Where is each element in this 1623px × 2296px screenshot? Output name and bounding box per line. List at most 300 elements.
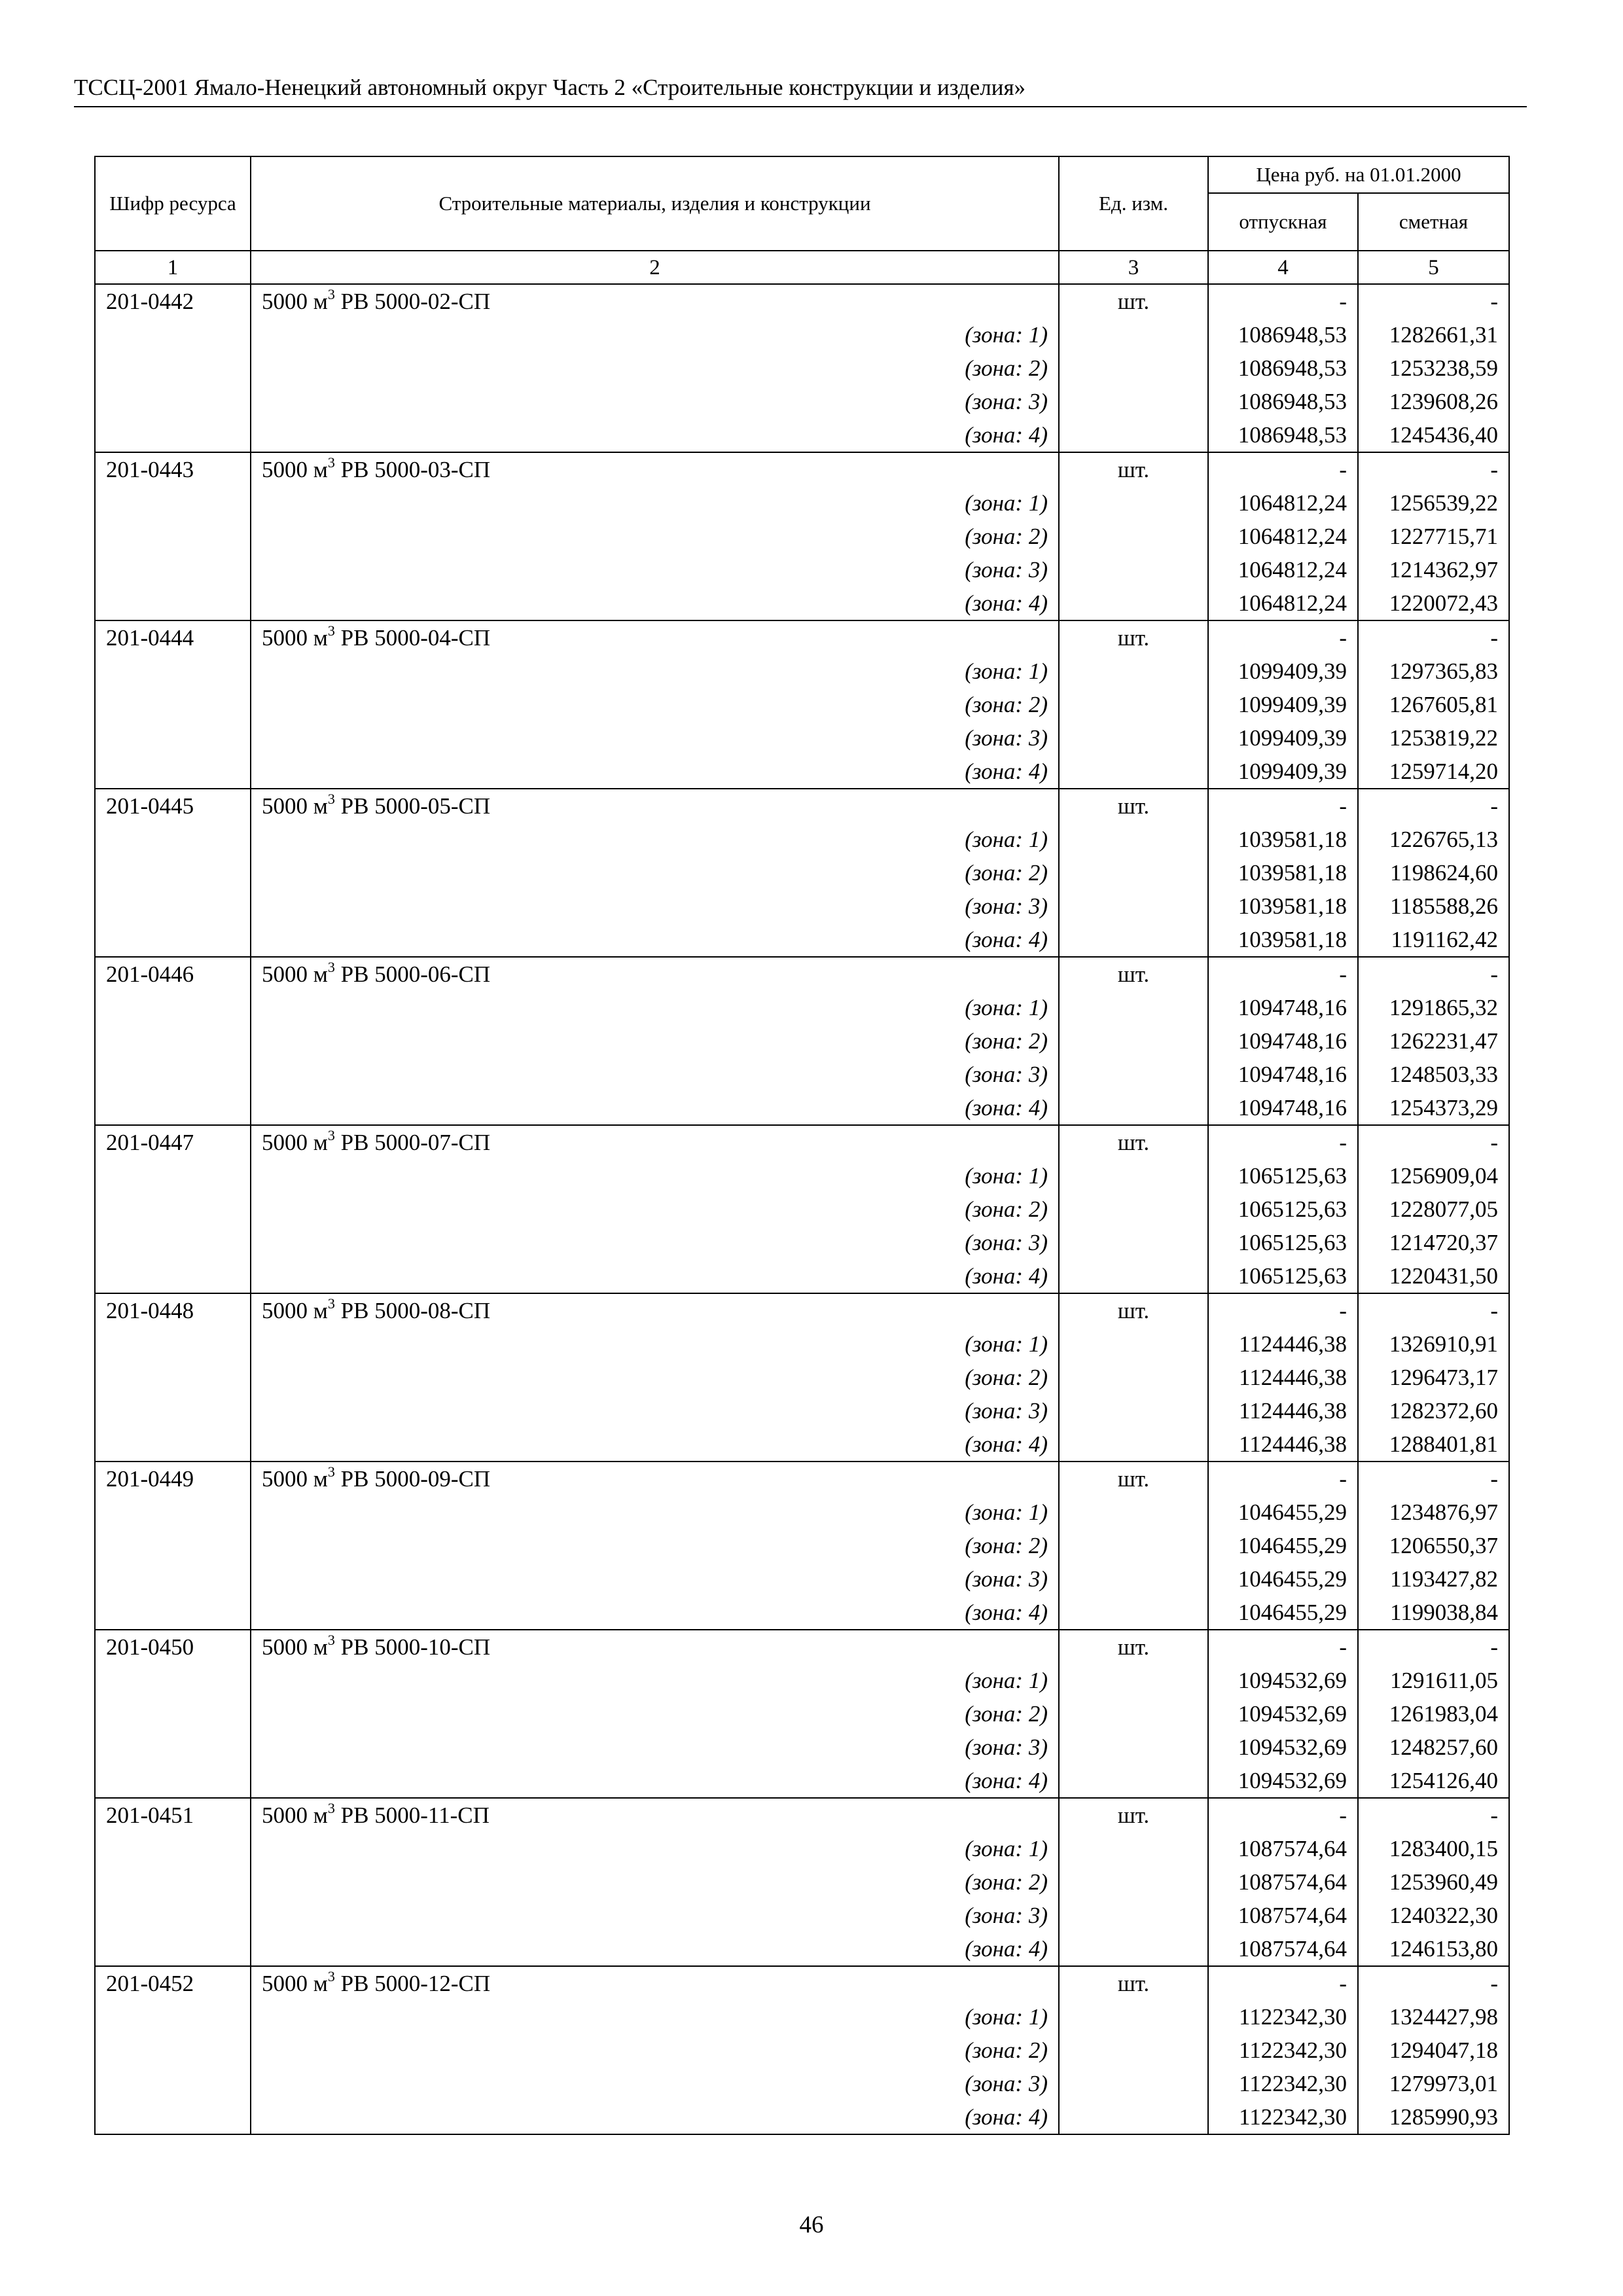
zone-row [95, 1427, 1509, 1462]
resource-name-suffix: РВ 5000-03-СП [334, 457, 491, 482]
resource-code-empty [95, 1327, 251, 1361]
zone-estimate-price: 1253819,22 [1358, 721, 1509, 755]
resource-name [251, 789, 1059, 823]
zone-row [95, 385, 1509, 418]
resource-code-empty [95, 721, 251, 755]
unit-cell-empty [1059, 1361, 1208, 1394]
table-header [95, 156, 1509, 284]
zone-label: (зона: 4) [251, 1932, 1059, 1966]
unit-cell: шт. [1059, 957, 1208, 991]
unit-cell-empty [1059, 1024, 1208, 1058]
resource-code-empty [95, 2067, 251, 2100]
estimate-price: - [1358, 957, 1509, 991]
zone-label: (зона: 1) [251, 1832, 1059, 1865]
resource-name-suffix: РВ 5000-10-СП [334, 1634, 491, 1660]
table-row [95, 789, 1509, 823]
table-row [95, 1630, 1509, 1664]
zone-estimate-price: 1261983,04 [1358, 1697, 1509, 1731]
zone-estimate-price: 1297365,83 [1358, 655, 1509, 688]
zone-release-price: 1039581,18 [1208, 856, 1358, 889]
resource-name [251, 284, 1059, 318]
zone-label: (зона: 4) [251, 1596, 1059, 1630]
resource-code: 201-0451 [95, 1798, 251, 1832]
zone-estimate-price: 1283400,15 [1358, 1832, 1509, 1865]
zone-row [95, 1193, 1509, 1226]
zone-label: (зона: 3) [251, 1394, 1059, 1427]
unit-cell-empty [1059, 520, 1208, 553]
zone-label: (зона: 3) [251, 1058, 1059, 1091]
resource-name-prefix: 5000 м [262, 793, 328, 819]
resource-code-empty [95, 586, 251, 620]
unit-cell-empty [1059, 1697, 1208, 1731]
col-number-5: 5 [1358, 251, 1509, 284]
zone-estimate-price: 1294047,18 [1358, 2034, 1509, 2067]
unit-cell: шт. [1059, 1966, 1208, 2000]
zone-release-price: 1122342,30 [1208, 2034, 1358, 2067]
resource-code-empty [95, 1427, 251, 1462]
zone-row [95, 1596, 1509, 1630]
zone-row [95, 1226, 1509, 1259]
unit-cell-empty [1059, 1562, 1208, 1596]
resource-code-empty [95, 991, 251, 1024]
estimate-price: - [1358, 1462, 1509, 1496]
zone-estimate-price: 1245436,40 [1358, 418, 1509, 452]
col-header-estimate: сметная [1358, 193, 1509, 251]
zone-label: (зона: 4) [251, 1764, 1059, 1798]
resource-code-empty [95, 351, 251, 385]
resource-code-empty [95, 1596, 251, 1630]
zone-release-price: 1122342,30 [1208, 2100, 1358, 2134]
zone-row [95, 1091, 1509, 1125]
page-header-title: ТССЦ-2001 Ямало-Ненецкий автономный округ Часть 2 «Строительные конструкции и изделия» [74, 73, 1527, 107]
zone-label: (зона: 4) [251, 1259, 1059, 1293]
zone-estimate-price: 1240322,30 [1358, 1899, 1509, 1932]
zone-label: (зона: 2) [251, 351, 1059, 385]
zone-release-price: 1065125,63 [1208, 1259, 1358, 1293]
resource-code-empty [95, 1731, 251, 1764]
zone-estimate-price: 1256909,04 [1358, 1159, 1509, 1193]
zone-estimate-price: 1234876,97 [1358, 1496, 1509, 1529]
zone-estimate-price: 1248257,60 [1358, 1731, 1509, 1764]
zone-label: (зона: 3) [251, 721, 1059, 755]
zone-row [95, 1697, 1509, 1731]
unit-cell-empty [1059, 2034, 1208, 2067]
resource-code: 201-0444 [95, 620, 251, 655]
page-number: 46 [799, 2212, 824, 2238]
resource-name-prefix: 5000 м [262, 1298, 328, 1323]
zone-release-price: 1046455,29 [1208, 1596, 1358, 1630]
resource-name-superscript: 3 [327, 1800, 335, 1817]
zone-label: (зона: 1) [251, 655, 1059, 688]
zone-release-price: 1065125,63 [1208, 1226, 1358, 1259]
resource-name-superscript: 3 [327, 1463, 335, 1480]
zone-estimate-price: 1253238,59 [1358, 351, 1509, 385]
resource-name-prefix: 5000 м [262, 289, 328, 314]
zone-label: (зона: 2) [251, 1865, 1059, 1899]
resource-name-suffix: РВ 5000-06-СП [334, 961, 491, 987]
unit-cell-empty [1059, 1159, 1208, 1193]
table-row [95, 620, 1509, 655]
unit-cell: шт. [1059, 1293, 1208, 1327]
resource-code: 201-0449 [95, 1462, 251, 1496]
zone-release-price: 1099409,39 [1208, 755, 1358, 789]
resource-name-prefix: 5000 м [262, 1803, 328, 1828]
zone-release-price: 1086948,53 [1208, 418, 1358, 452]
zone-label: (зона: 1) [251, 1496, 1059, 1529]
zone-estimate-price: 1262231,47 [1358, 1024, 1509, 1058]
zone-release-price: 1087574,64 [1208, 1899, 1358, 1932]
resource-code-empty [95, 755, 251, 789]
table-row [95, 1462, 1509, 1496]
zone-estimate-price: 1259714,20 [1358, 755, 1509, 789]
resource-code-empty [95, 1865, 251, 1899]
resource-name-prefix: 5000 м [262, 1130, 328, 1155]
zone-label: (зона: 1) [251, 1327, 1059, 1361]
zone-estimate-price: 1246153,80 [1358, 1932, 1509, 1966]
estimate-price: - [1358, 452, 1509, 486]
zone-row [95, 1394, 1509, 1427]
zone-label: (зона: 4) [251, 755, 1059, 789]
col-number-2: 2 [251, 251, 1059, 284]
zone-release-price: 1064812,24 [1208, 586, 1358, 620]
zone-estimate-price: 1324427,98 [1358, 2000, 1509, 2034]
zone-label: (зона: 1) [251, 991, 1059, 1024]
estimate-price: - [1358, 1125, 1509, 1159]
resource-name [251, 1798, 1059, 1832]
unit-cell-empty [1059, 2067, 1208, 2100]
zone-row [95, 1899, 1509, 1932]
resource-code-empty [95, 1832, 251, 1865]
resource-name-suffix: РВ 5000-05-СП [334, 793, 491, 819]
unit-cell-empty [1059, 1226, 1208, 1259]
resource-name [251, 957, 1059, 991]
zone-estimate-price: 1214362,97 [1358, 553, 1509, 586]
zone-label: (зона: 4) [251, 418, 1059, 452]
release-price: - [1208, 1293, 1358, 1327]
zone-release-price: 1064812,24 [1208, 520, 1358, 553]
zone-estimate-price: 1198624,60 [1358, 856, 1509, 889]
release-price: - [1208, 1462, 1358, 1496]
release-price: - [1208, 957, 1358, 991]
resource-code-empty [95, 2000, 251, 2034]
resource-code: 201-0447 [95, 1125, 251, 1159]
zone-row [95, 1327, 1509, 1361]
zone-estimate-price: 1256539,22 [1358, 486, 1509, 520]
zone-row [95, 1496, 1509, 1529]
unit-cell-empty [1059, 586, 1208, 620]
resource-code-empty [95, 889, 251, 923]
unit-cell-empty [1059, 823, 1208, 856]
zone-row [95, 520, 1509, 553]
zone-label: (зона: 4) [251, 1427, 1059, 1462]
col-header-code: Шифр ресурса [95, 156, 251, 251]
resource-name-superscript: 3 [327, 286, 335, 303]
resource-name-prefix: 5000 м [262, 457, 328, 482]
zone-estimate-price: 1248503,33 [1358, 1058, 1509, 1091]
zone-release-price: 1087574,64 [1208, 1865, 1358, 1899]
zone-estimate-price: 1227715,71 [1358, 520, 1509, 553]
zone-release-price: 1122342,30 [1208, 2067, 1358, 2100]
zone-estimate-price: 1193427,82 [1358, 1562, 1509, 1596]
zone-row [95, 486, 1509, 520]
resource-name-prefix: 5000 м [262, 1971, 328, 1996]
zone-label: (зона: 3) [251, 2067, 1059, 2100]
resource-code-empty [95, 1159, 251, 1193]
unit-cell: шт. [1059, 1462, 1208, 1496]
table-row [95, 284, 1509, 318]
zone-row [95, 991, 1509, 1024]
zone-estimate-price: 1199038,84 [1358, 1596, 1509, 1630]
resource-name [251, 1462, 1059, 1496]
resource-code: 201-0446 [95, 957, 251, 991]
zone-row [95, 318, 1509, 351]
zone-release-price: 1039581,18 [1208, 889, 1358, 923]
estimate-price: - [1358, 1966, 1509, 2000]
unit-cell-empty [1059, 889, 1208, 923]
unit-cell: шт. [1059, 789, 1208, 823]
resource-name [251, 1966, 1059, 2000]
zone-release-price: 1094748,16 [1208, 1058, 1358, 1091]
zone-estimate-price: 1228077,05 [1358, 1193, 1509, 1226]
zone-release-price: 1094748,16 [1208, 1091, 1358, 1125]
resource-name-superscript: 3 [327, 1127, 335, 1144]
zone-estimate-price: 1267605,81 [1358, 688, 1509, 721]
resource-code: 201-0450 [95, 1630, 251, 1664]
zone-row [95, 1664, 1509, 1697]
unit-cell-empty [1059, 318, 1208, 351]
zone-label: (зона: 1) [251, 1159, 1059, 1193]
unit-cell: шт. [1059, 1798, 1208, 1832]
col-number-4: 4 [1208, 251, 1358, 284]
zone-estimate-price: 1239608,26 [1358, 385, 1509, 418]
zone-row [95, 856, 1509, 889]
zone-label: (зона: 3) [251, 1562, 1059, 1596]
zone-label: (зона: 1) [251, 1664, 1059, 1697]
zone-row [95, 1529, 1509, 1562]
release-price: - [1208, 284, 1358, 318]
unit-cell-empty [1059, 1764, 1208, 1798]
resource-code-empty [95, 856, 251, 889]
resource-code-empty [95, 688, 251, 721]
resource-code-empty [95, 1664, 251, 1697]
resource-code-empty [95, 1764, 251, 1798]
resource-name-suffix: РВ 5000-09-СП [334, 1466, 491, 1492]
zone-row [95, 1932, 1509, 1966]
estimate-price: - [1358, 1630, 1509, 1664]
zone-release-price: 1124446,38 [1208, 1361, 1358, 1394]
resource-code-empty [95, 1394, 251, 1427]
col-header-unit: Ед. изм. [1059, 156, 1208, 251]
unit-cell-empty [1059, 1899, 1208, 1932]
zone-release-price: 1046455,29 [1208, 1529, 1358, 1562]
resource-code-empty [95, 520, 251, 553]
unit-cell: шт. [1059, 1125, 1208, 1159]
estimate-price: - [1358, 620, 1509, 655]
unit-cell-empty [1059, 351, 1208, 385]
resource-name-suffix: РВ 5000-12-СП [334, 1971, 491, 1996]
zone-release-price: 1039581,18 [1208, 823, 1358, 856]
zone-estimate-price: 1291865,32 [1358, 991, 1509, 1024]
resource-code: 201-0442 [95, 284, 251, 318]
unit-cell-empty [1059, 553, 1208, 586]
zone-row [95, 2067, 1509, 2100]
zone-row [95, 721, 1509, 755]
unit-cell-empty [1059, 2100, 1208, 2134]
resource-code-empty [95, 1562, 251, 1596]
unit-cell-empty [1059, 1832, 1208, 1865]
release-price: - [1208, 620, 1358, 655]
zone-row [95, 418, 1509, 452]
zone-row [95, 755, 1509, 789]
resource-code-empty [95, 1361, 251, 1394]
zone-label: (зона: 2) [251, 1697, 1059, 1731]
resource-name [251, 452, 1059, 486]
unit-cell-empty [1059, 1058, 1208, 1091]
zone-estimate-price: 1206550,37 [1358, 1529, 1509, 1562]
col-number-1: 1 [95, 251, 251, 284]
resource-code-empty [95, 1899, 251, 1932]
resource-code: 201-0452 [95, 1966, 251, 2000]
zone-release-price: 1094748,16 [1208, 991, 1358, 1024]
resource-name-superscript: 3 [327, 1632, 335, 1649]
zone-release-price: 1046455,29 [1208, 1562, 1358, 1596]
zone-row [95, 1832, 1509, 1865]
unit-cell: шт. [1059, 1630, 1208, 1664]
zone-label: (зона: 1) [251, 318, 1059, 351]
unit-cell-empty [1059, 418, 1208, 452]
unit-cell: шт. [1059, 452, 1208, 486]
zone-row [95, 1058, 1509, 1091]
zone-row [95, 2034, 1509, 2067]
unit-cell: шт. [1059, 284, 1208, 318]
zone-release-price: 1094748,16 [1208, 1024, 1358, 1058]
zone-label: (зона: 1) [251, 486, 1059, 520]
zone-release-price: 1094532,69 [1208, 1664, 1358, 1697]
unit-cell: шт. [1059, 620, 1208, 655]
resource-name-prefix: 5000 м [262, 625, 328, 651]
zone-estimate-price: 1185588,26 [1358, 889, 1509, 923]
zone-release-price: 1094532,69 [1208, 1731, 1358, 1764]
release-price: - [1208, 1798, 1358, 1832]
zone-row [95, 1562, 1509, 1596]
release-price: - [1208, 1630, 1358, 1664]
resource-name-superscript: 3 [327, 454, 335, 471]
unit-cell-empty [1059, 1327, 1208, 1361]
zone-estimate-price: 1254126,40 [1358, 1764, 1509, 1798]
zone-estimate-price: 1279973,01 [1358, 2067, 1509, 2100]
release-price: - [1208, 1125, 1358, 1159]
zone-row [95, 889, 1509, 923]
zone-row [95, 586, 1509, 620]
unit-cell-empty [1059, 385, 1208, 418]
resource-code-empty [95, 1193, 251, 1226]
estimate-price: - [1358, 1798, 1509, 1832]
table-row [95, 1125, 1509, 1159]
resource-name [251, 1630, 1059, 1664]
estimate-price: - [1358, 789, 1509, 823]
zone-label: (зона: 2) [251, 1193, 1059, 1226]
table-row [95, 957, 1509, 991]
zone-label: (зона: 4) [251, 1091, 1059, 1125]
zone-estimate-price: 1282372,60 [1358, 1394, 1509, 1427]
resource-code: 201-0448 [95, 1293, 251, 1327]
zone-release-price: 1064812,24 [1208, 486, 1358, 520]
unit-cell-empty [1059, 1932, 1208, 1966]
estimate-price: - [1358, 284, 1509, 318]
unit-cell-empty [1059, 2000, 1208, 2034]
resource-code-empty [95, 1058, 251, 1091]
zone-release-price: 1065125,63 [1208, 1159, 1358, 1193]
resource-name [251, 620, 1059, 655]
zone-label: (зона: 2) [251, 688, 1059, 721]
col-number-3: 3 [1059, 251, 1208, 284]
unit-cell-empty [1059, 721, 1208, 755]
zone-label: (зона: 3) [251, 889, 1059, 923]
unit-cell-empty [1059, 688, 1208, 721]
zone-estimate-price: 1282661,31 [1358, 318, 1509, 351]
zone-estimate-price: 1220072,43 [1358, 586, 1509, 620]
zone-row [95, 1361, 1509, 1394]
col-header-release: отпускная [1208, 193, 1358, 251]
zone-row [95, 688, 1509, 721]
resource-name-superscript: 3 [327, 959, 335, 976]
resource-name-superscript: 3 [327, 622, 335, 639]
resource-code-empty [95, 1496, 251, 1529]
zone-release-price: 1099409,39 [1208, 721, 1358, 755]
resource-code-empty [95, 318, 251, 351]
resource-name-suffix: РВ 5000-04-СП [334, 625, 491, 651]
zone-release-price: 1094532,69 [1208, 1764, 1358, 1798]
resource-name-superscript: 3 [327, 1968, 335, 1985]
col-header-name: Строительные материалы, изделия и конструкции [251, 156, 1059, 251]
unit-cell-empty [1059, 1731, 1208, 1764]
unit-cell-empty [1059, 923, 1208, 957]
zone-estimate-price: 1288401,81 [1358, 1427, 1509, 1462]
resource-name-superscript: 3 [327, 1295, 335, 1312]
zone-estimate-price: 1220431,50 [1358, 1259, 1509, 1293]
unit-cell-empty [1059, 1427, 1208, 1462]
unit-cell-empty [1059, 1529, 1208, 1562]
zone-label: (зона: 2) [251, 1529, 1059, 1562]
zone-label: (зона: 4) [251, 923, 1059, 957]
zone-row [95, 823, 1509, 856]
zone-label: (зона: 4) [251, 2100, 1059, 2134]
zone-release-price: 1065125,63 [1208, 1193, 1358, 1226]
zone-label: (зона: 2) [251, 2034, 1059, 2067]
resource-code-empty [95, 418, 251, 452]
release-price: - [1208, 452, 1358, 486]
unit-cell-empty [1059, 1664, 1208, 1697]
zone-label: (зона: 2) [251, 1361, 1059, 1394]
zone-row [95, 553, 1509, 586]
table-row [95, 452, 1509, 486]
zone-label: (зона: 1) [251, 823, 1059, 856]
zone-release-price: 1039581,18 [1208, 923, 1358, 957]
zone-estimate-price: 1326910,91 [1358, 1327, 1509, 1361]
table-body [95, 284, 1509, 2134]
zone-release-price: 1094532,69 [1208, 1697, 1358, 1731]
table-row [95, 1293, 1509, 1327]
unit-cell-empty [1059, 856, 1208, 889]
unit-cell-empty [1059, 1259, 1208, 1293]
zone-label: (зона: 2) [251, 1024, 1059, 1058]
resource-name-suffix: РВ 5000-02-СП [334, 289, 491, 314]
resource-code-empty [95, 1259, 251, 1293]
zone-estimate-price: 1285990,93 [1358, 2100, 1509, 2134]
zone-label: (зона: 4) [251, 586, 1059, 620]
zone-label: (зона: 3) [251, 1226, 1059, 1259]
price-table [94, 156, 1510, 2135]
